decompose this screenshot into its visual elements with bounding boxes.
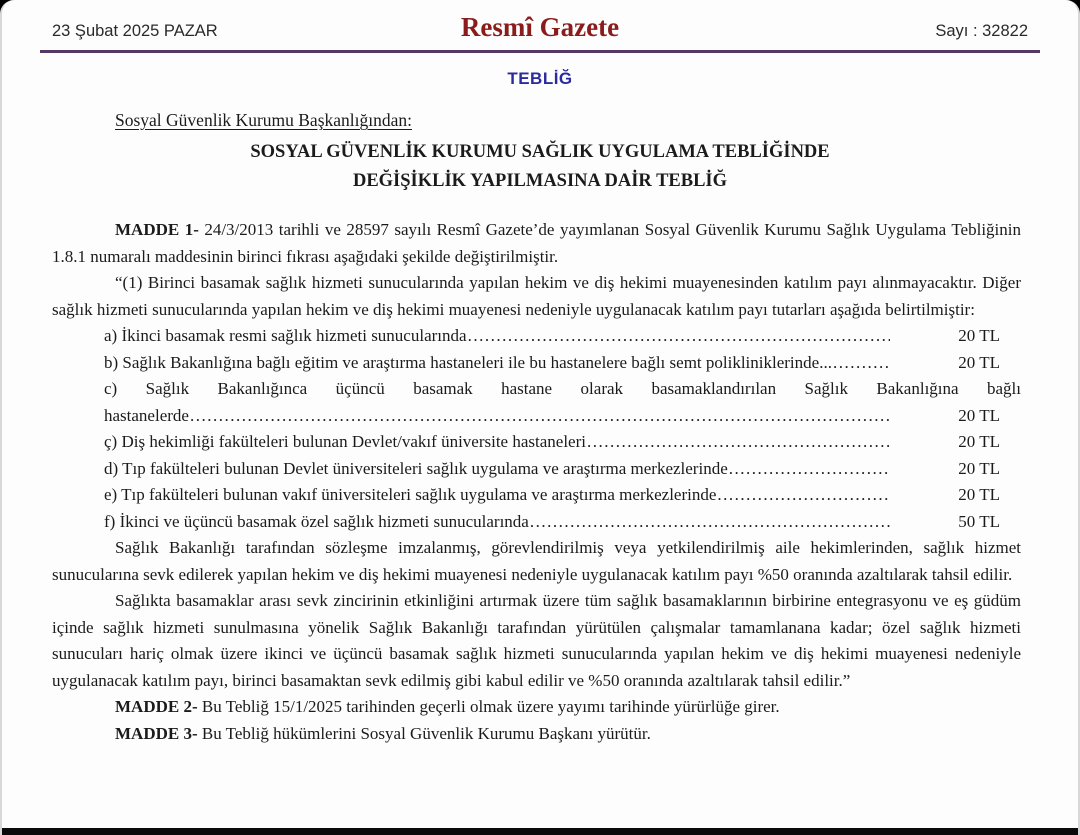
fee-table-row [52, 403, 1021, 430]
fee-table-row [52, 429, 1021, 456]
fee-item-price: 20 TL [958, 352, 1000, 372]
madde-3-label: MADDE 3- [115, 723, 198, 743]
paragraph-fikra-1: “(1) Birinci basamak sağlık hizmeti sunucularında yapılan hekim ve diş hekimi muayenesinden katılım payı alınmayacaktır. Diğer sağlık hizmeti sunucularında yapılan hekim ve diş hekimi muayenesi nedeniyle uygulanacak katılım payı tutarları aşağıda belirtilmiştir: [52, 273, 1021, 319]
masthead-rule [40, 50, 1040, 53]
fee-dotted-leader [530, 509, 890, 536]
madde-1-text: 24/3/2013 tarihli ve 28597 sayılı Resmî Gazete’de yayımlanan Sosyal Güvenlik Kurumu Sağlık Uygulama Tebliğinin 1.8.1 numaralı maddesinin birinci fıkrası aşağıdaki şekilde değiştirilmiştir. [52, 220, 1021, 266]
madde-2-label: MADDE 2- [115, 697, 198, 716]
fee-item-label: ç) Diş hekimliği fakülteleri bulunan Devlet/vakıf üniversite hastaneleri [104, 432, 586, 451]
madde-2-text: Bu Tebliğ 15/1/2025 tarihinden geçerli olmak üzere yayımı tarihinde yürürlüğe girer. [197, 697, 780, 716]
madde-1-label: MADDE 1- [115, 220, 199, 239]
fee-table [52, 323, 1021, 535]
fee-table-row [52, 482, 1021, 509]
fee-dotted-leader [587, 429, 890, 456]
fee-item-label: b) Sağlık Bakanlığına bağlı eğitim ve araştırma hastaneleri ile bu hastanelere bağlı semt polikliniklerinde... [104, 352, 832, 372]
masthead-date: 23 Şubat 2025 PAZAR [52, 22, 218, 40]
section-heading: TEBLİĞ [507, 69, 573, 88]
paragraph-aile-hekimleri: Sağlık Bakanlığı tarafından sözleşme imzalanmış, görevlendirilmiş veya yetkilendirilmiş aile hekimlerinden, sağlık hizmet sunucularına sevk edilerek yapılan hekim ve diş hekimi muayenesi nedeniyle uygulanacak katılım payı %50 oranında azaltılarak tahsil edilir. [52, 538, 1021, 584]
paragraph-madde-1 [52, 217, 1021, 270]
notice-body [2, 196, 1078, 747]
paragraph-madde-2 [52, 694, 1021, 721]
issuer-line [115, 110, 1078, 131]
fee-table-row [52, 509, 1021, 536]
paragraph-sevk-zinciri: Sağlıkta basamaklar arası sevk zincirinin etkinliğini artırmak üzere tüm sağlık basamaklarının birbirine entegrasyonu ve eş güdüm içinde sağlık hizmeti sunulmasına yönelik Sağlık Bakanlığı tarafından yürütülen çalışmalar tamamlanana kadar; özel sağlık hizmeti sunucuları hariç olmak üzere ikinci ve üçüncü basamak sağlık hizmeti sunucularında yapılan hekim ve diş hekimi muayenesi nedeniyle uygulanacak katılım payı, birinci basamaktan sevk edilmiş gibi kabul edilir ve %50 oranında azaltılarak tahsil edilir.” [52, 591, 1021, 690]
notice-title [2, 138, 1078, 196]
fee-item-wrap-line: c) Sağlık Bakanlığınca üçüncü basamak hastane olarak basamaklandırılan Sağlık Bakanlığına bağlı [104, 379, 1021, 398]
fee-item-label: e) Tıp fakülteleri bulunan vakıf üniversiteleri sağlık uygulama ve araştırma merkezlerinde [104, 485, 717, 504]
masthead-issue-number: Sayı : 32822 [935, 22, 1028, 40]
fee-item-price: 50 TL [958, 511, 1000, 531]
madde-3-text: Bu Tebliğ hükümlerini Sosyal Güvenlik Kurumu Başkanı yürütür. [197, 723, 651, 743]
notice-title-line2: DEĞİŞİKLİK YAPILMASINA DAİR TEBLİĞ [352, 171, 728, 191]
fee-item-price: 20 TL [958, 432, 1000, 451]
fee-table-row [52, 456, 1021, 483]
fee-dotted-leader [833, 350, 890, 377]
fee-item-label: hastanelerde [104, 405, 189, 425]
issuer-text: Sosyal Güvenlik Kurumu Başkanlığından: [115, 110, 412, 130]
fee-dotted-leader [468, 323, 890, 350]
fee-dotted-leader [729, 456, 890, 483]
gazette-masthead [2, 0, 1078, 43]
page-bottom-divider [2, 828, 1078, 835]
fee-dotted-leader [717, 482, 890, 509]
fee-item-label: a) İkinci basamak resmi sağlık hizmeti sunucularında [104, 326, 467, 345]
fee-item-label: f) İkinci ve üçüncü basamak özel sağlık hizmeti sunucularında [104, 511, 529, 531]
masthead-gazette-title: Resmî Gazete [460, 12, 620, 42]
fee-item-label: d) Tıp fakülteleri bulunan Devlet üniversiteleri sağlık uygulama ve araştırma merkezlerinde [104, 458, 728, 478]
fee-item-price: 20 TL [958, 458, 1000, 478]
paragraph-madde-3 [52, 721, 1021, 748]
notice-title-line1: SOSYAL GÜVENLİK KURUMU SAĞLIK UYGULAMA TEBLİĞİNDE [250, 142, 830, 162]
fee-item-price: 20 TL [958, 326, 1000, 345]
fee-item-price: 20 TL [958, 405, 1000, 425]
fee-item-price: 20 TL [958, 485, 1000, 504]
fee-table-row [52, 350, 1021, 377]
fee-dotted-leader [190, 403, 890, 430]
fee-table-row [52, 323, 1021, 350]
